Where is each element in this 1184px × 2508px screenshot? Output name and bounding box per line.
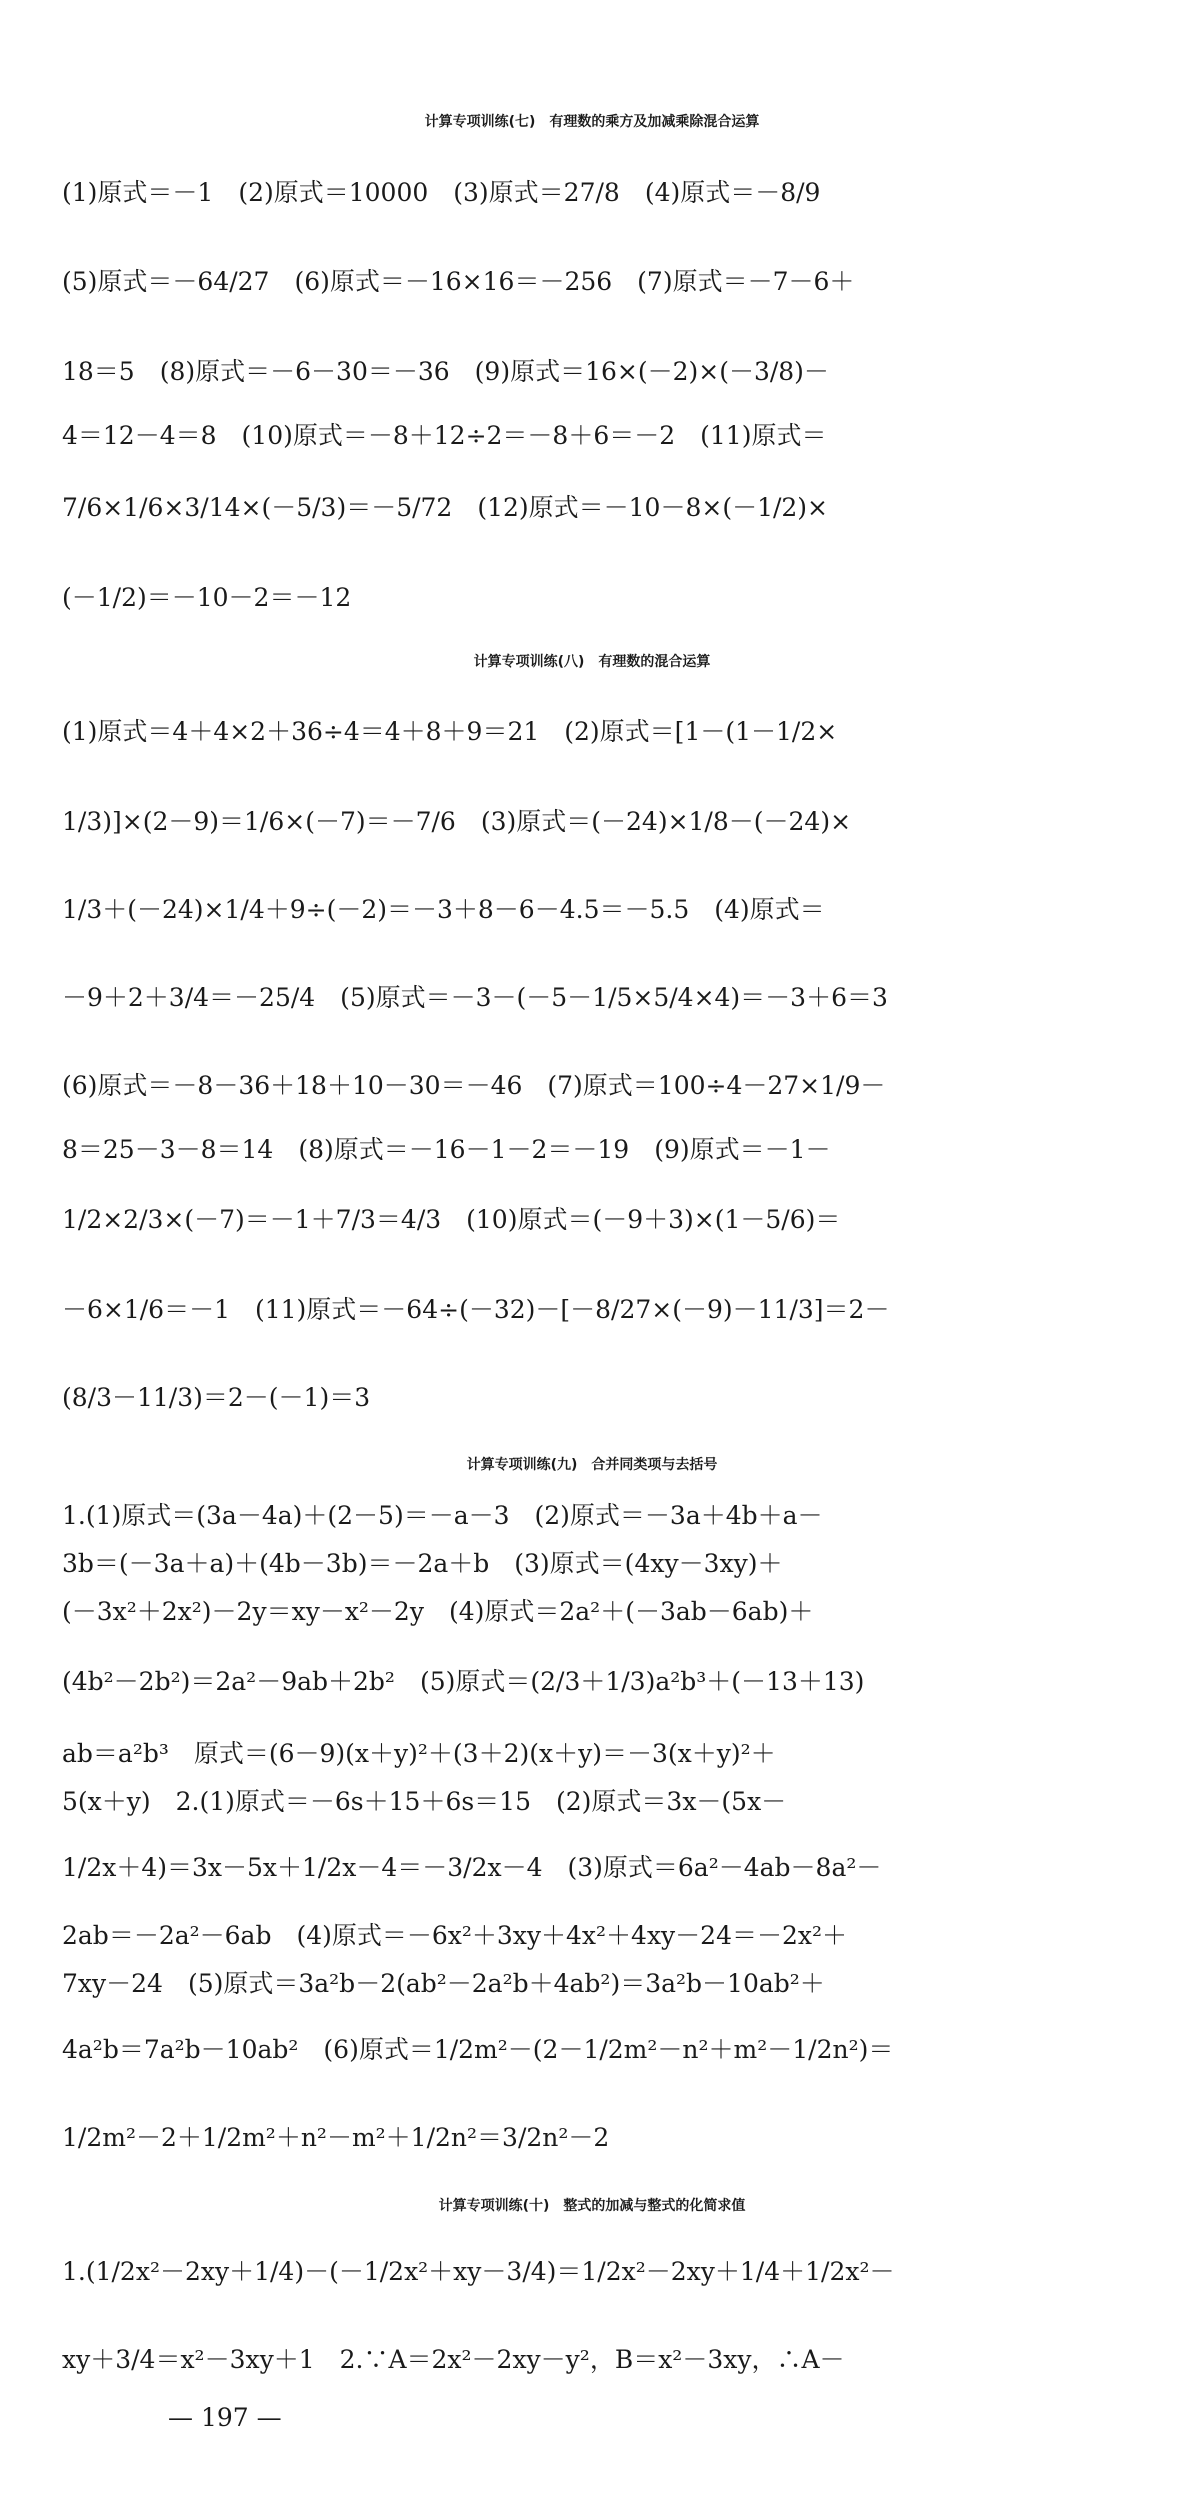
section-8-line-9: (8/3－11/3)＝2－(－1)＝3 xyxy=(62,1383,371,1412)
section-9-line-5: ab＝a²b³ 原式＝(6－9)(x＋y)²＋(3＋2)(x＋y)＝－3(x＋y)²＋ xyxy=(62,1739,776,1768)
section-9-line-8: 2ab＝－2a²－6ab (4)原式＝－6x²＋3xy＋4x²＋4xy－24＝－2x²＋ xyxy=(62,1921,848,1950)
section-8-line-2: 1/3)]×(2－9)＝1/6×(－7)＝－7/6 (3)原式＝(－24)×1/8－(－24)× xyxy=(62,807,852,836)
section-8-line-4: －9＋2＋3/4＝－25/4 (5)原式＝－3－(－5－1/5×5/4×4)＝－3＋6＝3 xyxy=(62,983,888,1012)
section-7-line-3: 18＝5 (8)原式＝－6－30＝－36 (9)原式＝16×(－2)×(－3/8)－ xyxy=(62,357,829,386)
section-8-line-5: (6)原式＝－8－36＋18＋10－30＝－46 (7)原式＝100÷4－27×1/9－ xyxy=(62,1071,886,1100)
section-8-line-8: －6×1/6＝－1 (11)原式＝－64÷(－32)－[－8/27×(－9)－11/3]＝2－ xyxy=(62,1295,890,1324)
section-8-line-1: (1)原式＝4＋4×2＋36÷4＝4＋8＋9＝21 (2)原式＝[1－(1－1/2× xyxy=(62,717,838,746)
section-10-line-1: 1.(1/2x²－2xy＋1/4)－(－1/2x²＋xy－3/4)＝1/2x²－2xy＋1/4＋1/2x²－ xyxy=(62,2257,895,2286)
section-8-line-6: 8＝25－3－8＝14 (8)原式＝－16－1－2＝－19 (9)原式＝－1－ xyxy=(62,1135,831,1164)
section-9-line-6: 5(x＋y) 2.(1)原式＝－6s＋15＋6s＝15 (2)原式＝3x－(5x－ xyxy=(62,1787,787,1816)
section-7-line-4: 4＝12－4＝8 (10)原式＝－8＋12÷2＝－8＋6＝－2 (11)原式＝ xyxy=(62,421,827,450)
section-9-line-9: 7xy－24 (5)原式＝3a²b－2(ab²－2a²b＋4ab²)＝3a²b－10ab²＋ xyxy=(62,1969,825,1998)
section-9-line-4: (4b²－2b²)＝2a²－9ab＋2b² (5)原式＝(2/3＋1/3)a²b³＋(－13＋13) xyxy=(62,1667,865,1696)
section-9-line-2: 3b＝(－3a＋a)＋(4b－3b)＝－2a＋b (3)原式＝(4xy－3xy)＋ xyxy=(62,1549,783,1578)
section-9-line-7: 1/2x＋4)＝3x－5x＋1/2x－4＝－3/2x－4 (3)原式＝6a²－4ab－8a²－ xyxy=(62,1853,882,1882)
section-8-title: 计算专项训练(八) 有理数的混合运算 xyxy=(473,654,711,670)
section-7-title: 计算专项训练(七) 有理数的乘方及加减乘除混合运算 xyxy=(424,114,760,130)
section-7-line-5: 7/6×1/6×3/14×(－5/3)＝－5/72 (12)原式＝－10－8×(－1/2)× xyxy=(62,493,829,522)
section-10-line-2: xy＋3/4＝x²－3xy＋1 2.∵A＝2x²－2xy－y²，B＝x²－3xy，∴A－ xyxy=(62,2345,845,2374)
section-9-line-11: 1/2m²－2＋1/2m²＋n²－m²＋1/2n²＝3/2n²－2 xyxy=(62,2123,610,2152)
section-9-line-10: 4a²b＝7a²b－10ab² (6)原式＝1/2m²－(2－1/2m²－n²＋m²－1/2n²)＝ xyxy=(62,2035,894,2064)
section-7-line-2: (5)原式＝－64/27 (6)原式＝－16×16＝－256 (7)原式＝－7－6＋ xyxy=(62,267,855,296)
section-7-line-1: (1)原式＝－1 (2)原式＝10000 (3)原式＝27/8 (4)原式＝－8/9 xyxy=(62,178,821,207)
section-8-line-3: 1/3＋(－24)×1/4＋9÷(－2)＝－3＋8－6－4.5＝－5.5 (4)原式＝ xyxy=(62,895,825,924)
section-9-line-1: 1.(1)原式＝(3a－4a)＋(2－5)＝－a－3 (2)原式＝－3a＋4b＋a－ xyxy=(62,1501,823,1530)
section-8-line-7: 1/2×2/3×(－7)＝－1＋7/3＝4/3 (10)原式＝(－9＋3)×(1－5/6)＝ xyxy=(62,1205,841,1234)
section-9-title: 计算专项训练(九) 合并同类项与去括号 xyxy=(466,1457,718,1473)
page-number: — 197 — xyxy=(168,2403,282,2432)
section-10-title: 计算专项训练(十) 整式的加减与整式的化简求值 xyxy=(438,2198,746,2214)
section-9-line-3: (－3x²＋2x²)－2y＝xy－x²－2y (4)原式＝2a²＋(－3ab－6ab)＋ xyxy=(62,1597,814,1626)
section-7-line-6: (－1/2)＝－10－2＝－12 xyxy=(62,583,352,612)
